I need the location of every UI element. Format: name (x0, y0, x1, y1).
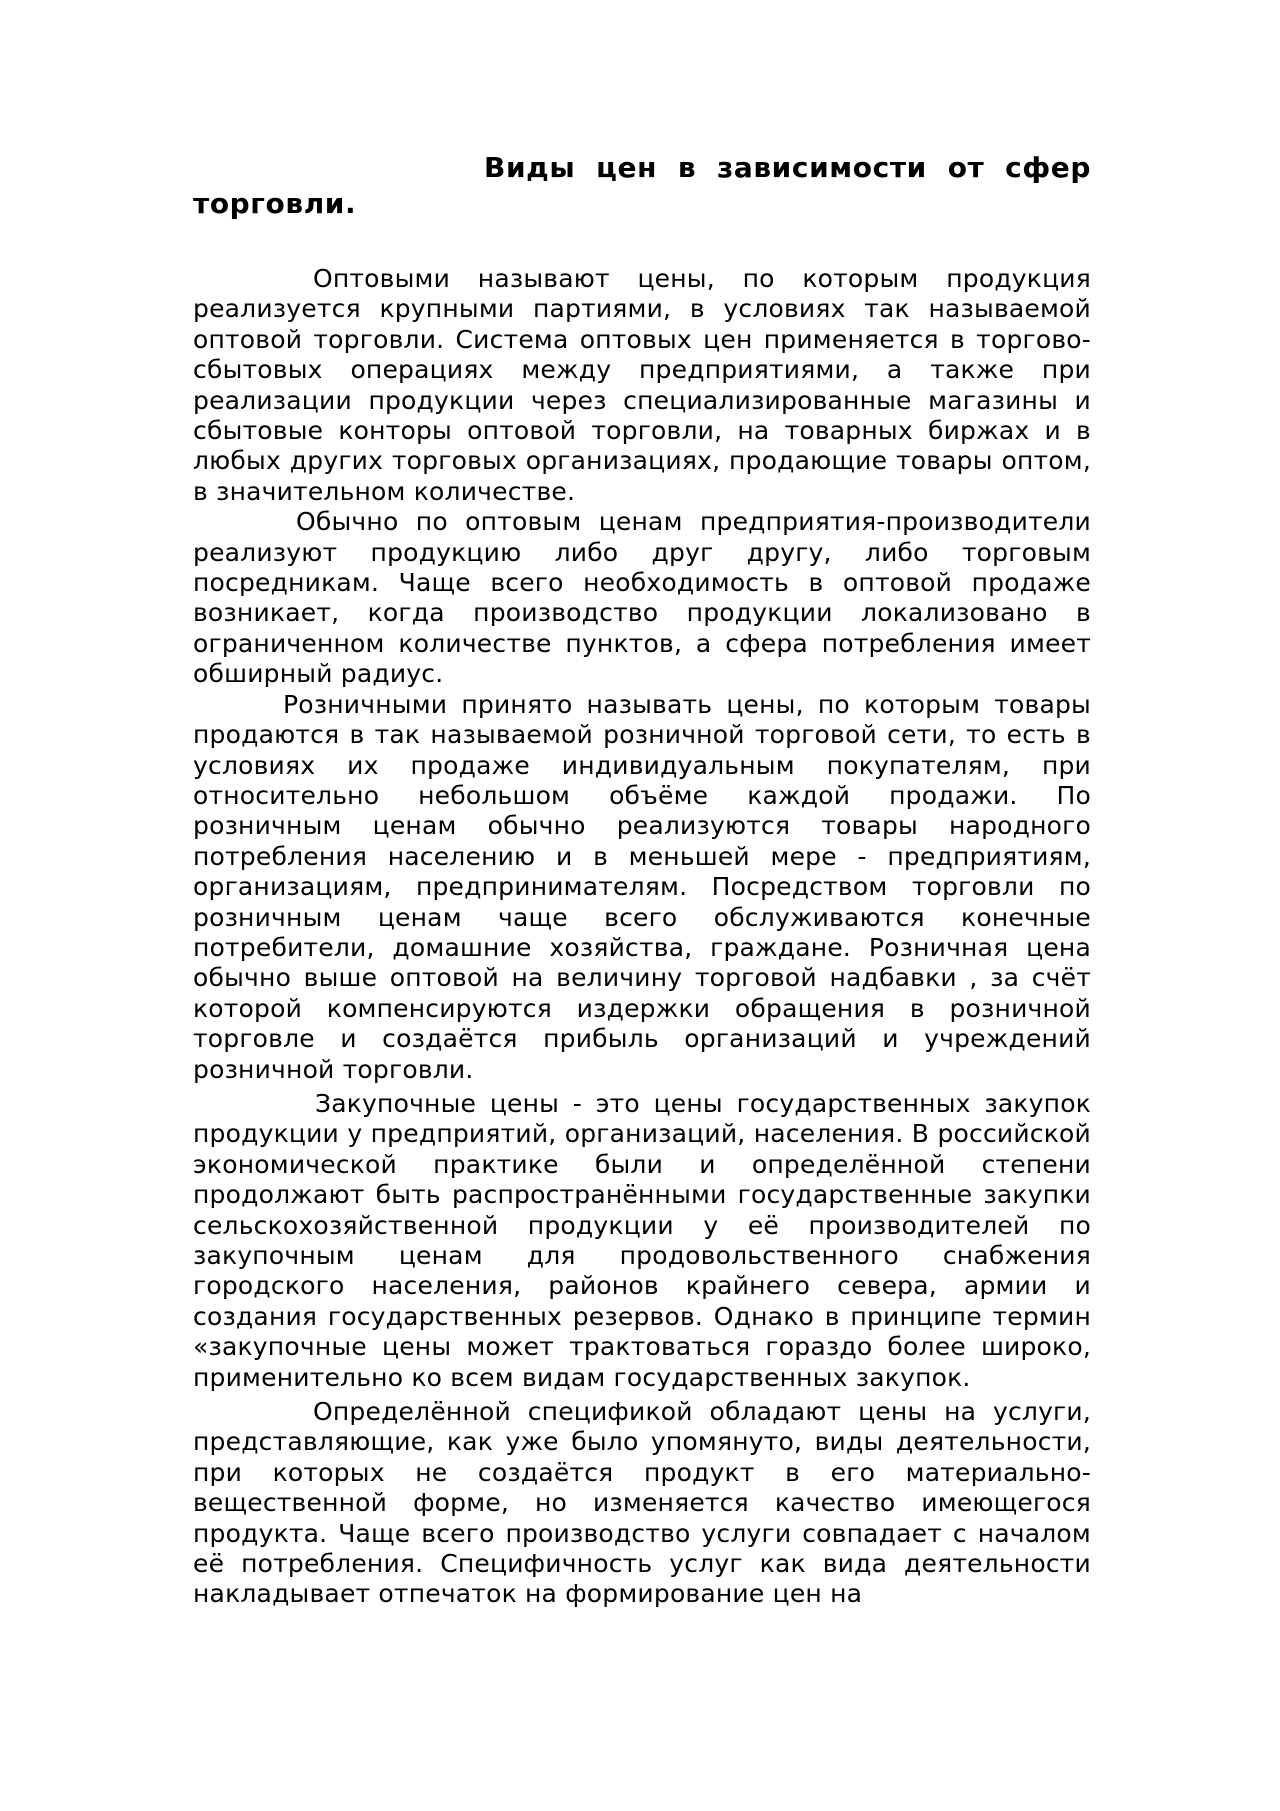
document-page (193, 150, 1091, 1610)
document-title (193, 150, 1091, 222)
document-title-text: Виды цен в зависимости от сфер торговли. (193, 151, 1091, 220)
document-body (193, 264, 1091, 1610)
paragraph-wholesale-producers: Обычно по оптовым ценам предприятия-производители реализуют продукцию либо друг другу, либо торговым посредникам. Чаще всего необходимость в оптовой продаже возникает, когда производство продукции локализовано в ограниченном количестве пунктов, а сфера потребления имеет обширный радиус. (193, 507, 1091, 689)
paragraph-purchase-prices: Закупочные цены - это цены государственных закупок продукции у предприятий, организаций, населения. В российской экономической практике были и определённой степени продолжают быть распространёнными государственные закупки сельскохозяйственной продукции у её производителей по закупочным ценам для продовольственного снабжения городского населения, районов крайнего севера, армии и создания государственных резервов. Однако в принципе термин «закупочные цены может трактоваться гораздо более широко, применительно ко всем видам государственных закупок. (193, 1088, 1091, 1392)
paragraph-retail-prices: Розничными принято называть цены, по которым товары продаются в так называемой розничной торговой сети, то есть в условиях их продаже индивидуальным покупателям, при относительно небольшом объёме каждой продажи. По розничным ценам обычно реализуются товары народного потребления населению и в меньшей мере - предприятиям, организациям, предпринимателям. Посредством торговли по розничным ценам чаще всего обслуживаются конечные потребители, домашние хозяйства, граждане. Розничная цена обычно выше оптовой на величину торговой надбавки , за счёт которой компенсируются издержки обращения в розничной торговле и создаётся прибыль организаций и учреждений розничной торговли. (193, 689, 1091, 1084)
paragraph-wholesale-prices: Оптовыми называют цены, по которым продукция реализуется крупными партиями, в условиях так называемой оптовой торговли. Система оптовых цен применяется в торгово-сбытовых операциях между предприятиями, а также при реализации продукции через специализированные магазины и сбытовые конторы оптовой торговли, на товарных биржах и в любых других торговых организациях, продающие товары оптом, в значительном количестве. (193, 264, 1091, 506)
paragraph-service-prices: Определённой спецификой обладают цены на услуги, представляющие, как уже было упомянуто, виды деятельности, при которых не создаётся продукт в его материально-вещественной форме, но изменяется качество имеющегося продукта. Чаще всего производство услуги совпадает с началом её потребления. Специфичность услуг как вида деятельности накладывает отпечаток на формирование цен на (193, 1397, 1091, 1609)
